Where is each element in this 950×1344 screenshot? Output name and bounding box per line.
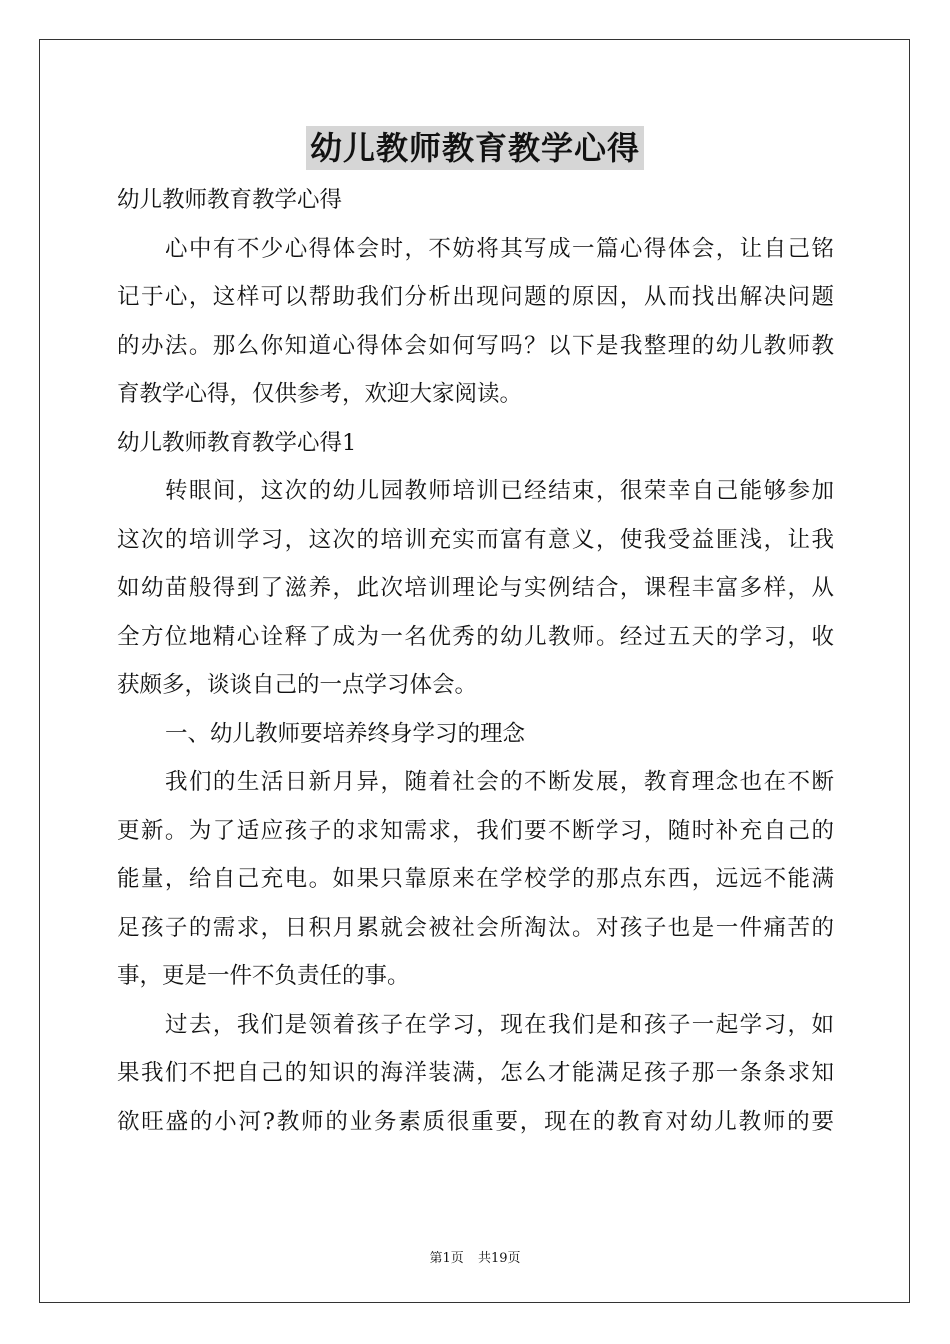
document-body (117, 176, 834, 1146)
text-line: 欲旺盛的小河?教师的业务素质很重要，现在的教育对幼儿教师的要 (117, 1108, 834, 1135)
page-number: 第1页 (429, 1251, 464, 1266)
page-total: 共19页 (477, 1251, 521, 1266)
text-line: 能量，给自己充电。如果只靠原来在学校学的那点东西，远远不能满 (117, 866, 834, 892)
text-line: 育教学心得，仅供参考，欢迎大家阅读。 (117, 381, 523, 407)
text-line: 幼儿教师教育教学心得1 (117, 429, 357, 456)
text-line: 更新。为了适应孩子的求知需求，我们要不断学习，随时补充自己的 (117, 817, 834, 844)
text-line: 如幼苗般得到了滋养，此次培训理论与实例结合，课程丰富多样，从 (117, 575, 834, 601)
text-line: 幼儿教师教育教学心得 (117, 187, 343, 213)
text-line: 的办法。那么你知道心得体会如何写吗？以下是我整理的幼儿教师教 (117, 332, 834, 359)
text-line: 转眼间，这次的幼儿园教师培训已经结束，很荣幸自己能够参加 (165, 478, 834, 504)
title-container (0, 126, 950, 170)
document-title: 幼儿教师教育教学心得 (306, 126, 644, 170)
text-line: 全方位地精心诠释了成为一名优秀的幼儿教师。经过五天的学习，收 (117, 623, 834, 650)
text-line: 足孩子的需求，日积月累就会被社会所淘汰。对孩子也是一件痛苦的 (117, 914, 834, 941)
text-line: 过去，我们是领着孩子在学习，现在我们是和孩子一起学习，如 (165, 1011, 834, 1038)
page-footer (0, 1247, 950, 1266)
text-line: 果我们不把自己的知识的海洋装满，怎么才能满足孩子那一条条求知 (117, 1060, 834, 1086)
text-line: 记于心，这样可以帮助我们分析出现问题的原因，从而找出解决问题 (117, 284, 834, 310)
text-line: 这次的培训学习，这次的培训充实而富有意义，使我受益匪浅，让我 (117, 526, 834, 553)
text-line: 心中有不少心得体会时，不妨将其写成一篇心得体会，让自己铭 (165, 235, 834, 262)
text-line: 一、幼儿教师要培养终身学习的理念 (165, 720, 526, 747)
text-line: 我们的生活日新月异，随着社会的不断发展，教育理念也在不断 (165, 769, 834, 795)
text-line: 事，更是一件不负责任的事。 (117, 963, 410, 989)
text-line: 获颇多，谈谈自己的一点学习体会。 (117, 672, 478, 698)
